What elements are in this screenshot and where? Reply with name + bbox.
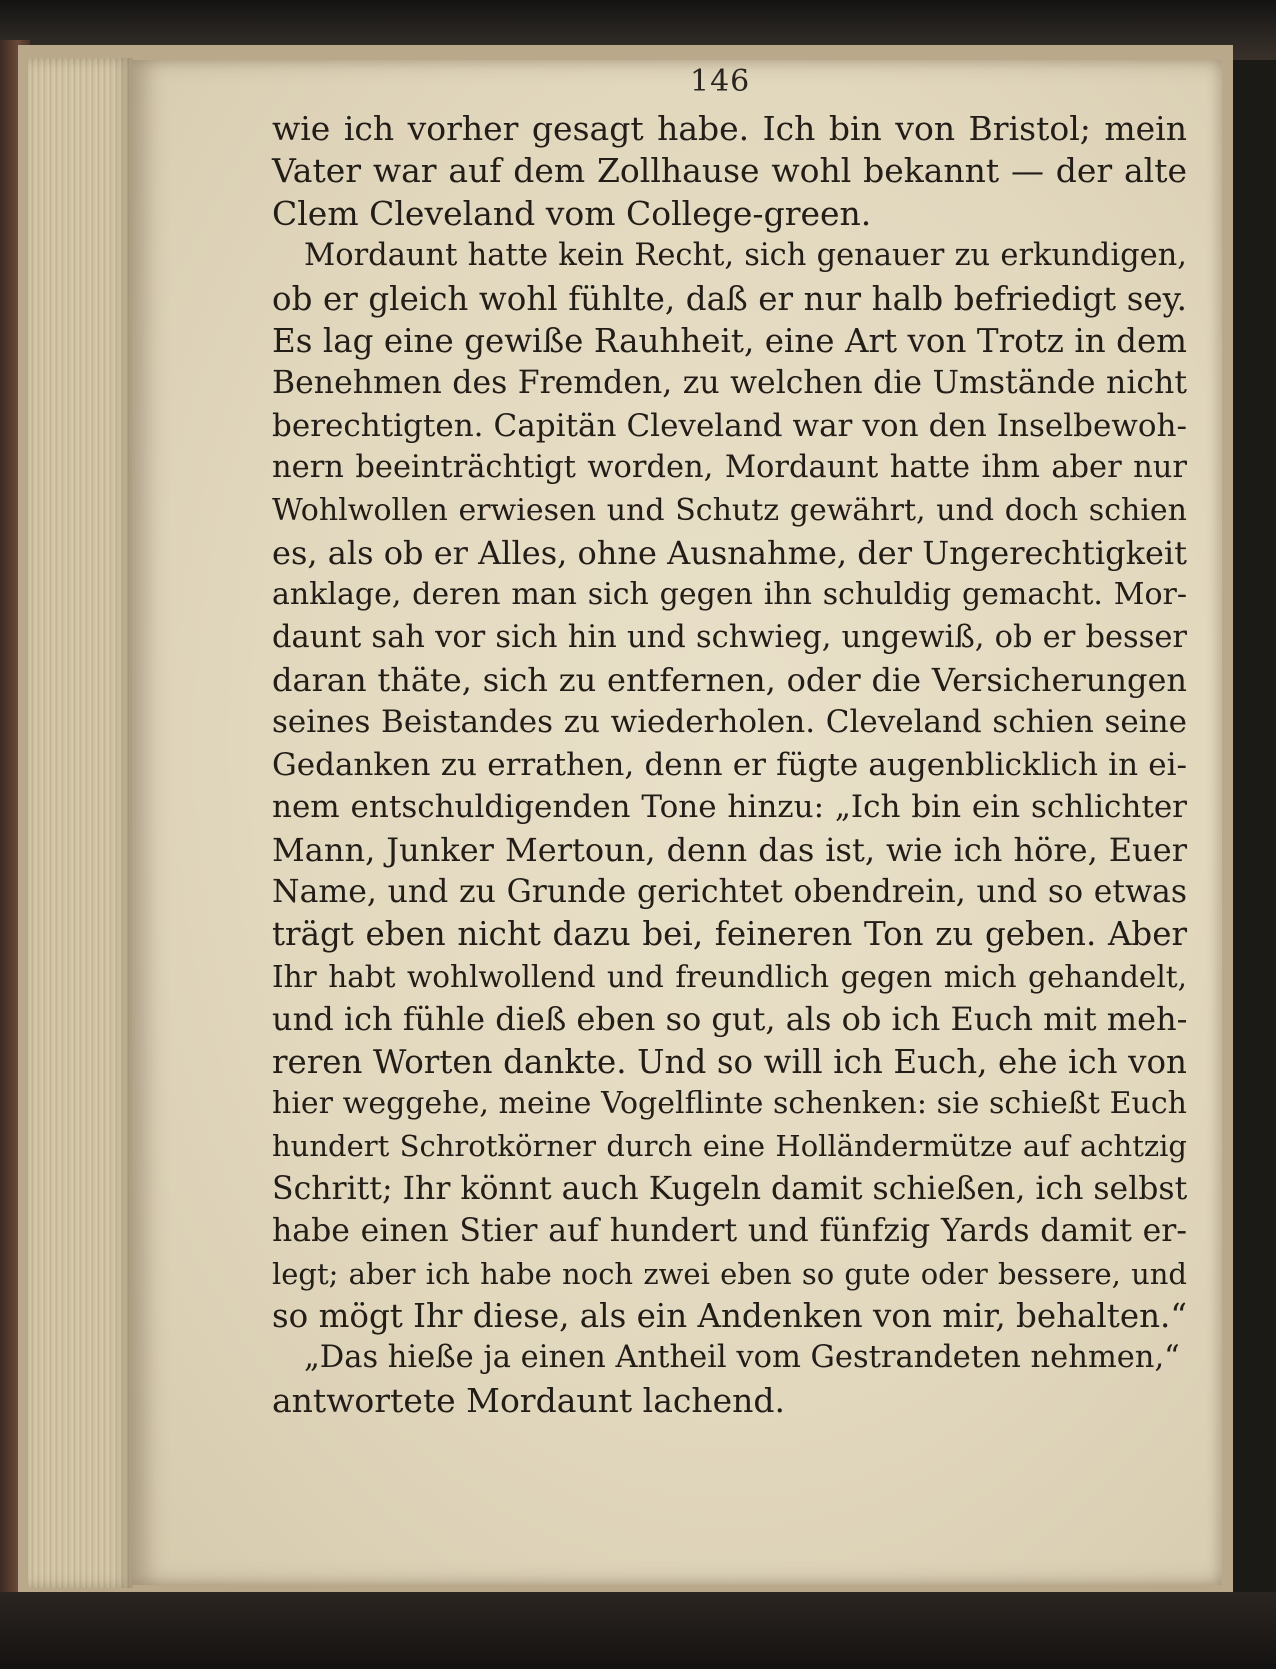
text-line: Es lag eine gewiße Rauhheit, eine Art von Trotz in dem <box>272 321 1187 360</box>
text-line: habe einen Stier auf hundert und fünfzig Yards damit er- <box>272 1213 1187 1250</box>
table-background-bottom <box>0 1592 1276 1669</box>
text-line: trägt eben nicht dazu bei, feineren Ton zu geben. Aber <box>272 915 1187 954</box>
text-line: Mann, Junker Mertoun, denn das ist, wie ich höre, Euer <box>272 830 1187 869</box>
text-line: berechtigten. Capitän Cleveland war von den Inselbewoh- <box>272 407 1187 444</box>
text-line: ob er gleich wohl fühlte, daß er nur halb befriedigt sey. <box>272 279 1187 318</box>
text-line: daunt sah vor sich hin und schwieg, ungewiß, ob er besser <box>272 619 1187 655</box>
page-edges <box>28 58 133 1588</box>
text-line: legt; aber ich habe noch zwei eben so gute oder bessere, und <box>272 1256 1187 1291</box>
page-text <box>272 108 1187 1422</box>
text-line: es, als ob er Alles, ohne Ausnahme, der Ungerechtigkeit <box>272 533 1187 572</box>
text-line: seines Beistandes zu wiederholen. Cleveland schien seine <box>272 704 1187 741</box>
text-line: hundert Schrotkörner durch eine Holländermütze auf achtzig <box>272 1129 1187 1164</box>
text-line: reren Worten dankte. Und so will ich Euch, ehe ich von <box>272 1042 1187 1081</box>
text-line: daran thäte, sich zu entfernen, oder die Versicherungen <box>272 661 1187 700</box>
text-line: wie ich vorher gesagt habe. Ich bin von Bristol; mein <box>272 109 1187 148</box>
page-number: 146 <box>690 64 751 99</box>
text-line: und ich fühle dieß eben so gut, als ob ich Euch mit meh- <box>272 1000 1188 1039</box>
text-line: hier weggehe, meine Vogelflinte schenken: sie schießt Euch <box>272 1085 1187 1121</box>
text-line: antwortete Mordaunt lachend. <box>272 1380 785 1420</box>
text-line: Mordaunt hatte kein Recht, sich genauer zu erkundigen, <box>304 238 1187 274</box>
text-line: Name, und zu Grunde gerichtet obendrein, und so etwas <box>272 874 1187 911</box>
text-line: Clem Cleveland vom College-green. <box>272 193 872 233</box>
text-line: Benehmen des Fremden, zu welchen die Umstände nicht <box>272 365 1187 402</box>
text-line: anklage, deren man sich gegen ihn schuldig gemacht. Mor- <box>272 577 1187 613</box>
text-line: „Das hieße ja einen Antheil vom Gestrandeten nehmen,“ <box>304 1340 1180 1376</box>
text-line: Gedanken zu errathen, denn er fügte augenblicklich in ei- <box>272 746 1187 783</box>
text-line: Wohlwollen erwiesen und Schutz gewährt, und doch schien <box>272 492 1187 528</box>
text-line: Schritt; Ihr könnt auch Kugeln damit schießen, ich selbst <box>272 1170 1188 1207</box>
text-line: nem entschuldigenden Tone hinzu: „Ich bin ein schlichter <box>272 789 1187 826</box>
text-line: so mögt Ihr diese, als ein Andenken von mir, behalten.“ <box>272 1296 1187 1335</box>
text-line: nern beeinträchtigt worden, Mordaunt hatte ihm aber nur <box>272 450 1187 486</box>
text-line: Ihr habt wohlwollend und freundlich gegen mich gehandelt, <box>272 959 1187 994</box>
text-line: Vater war auf dem Zollhause wohl bekannt — der alte <box>272 151 1187 191</box>
